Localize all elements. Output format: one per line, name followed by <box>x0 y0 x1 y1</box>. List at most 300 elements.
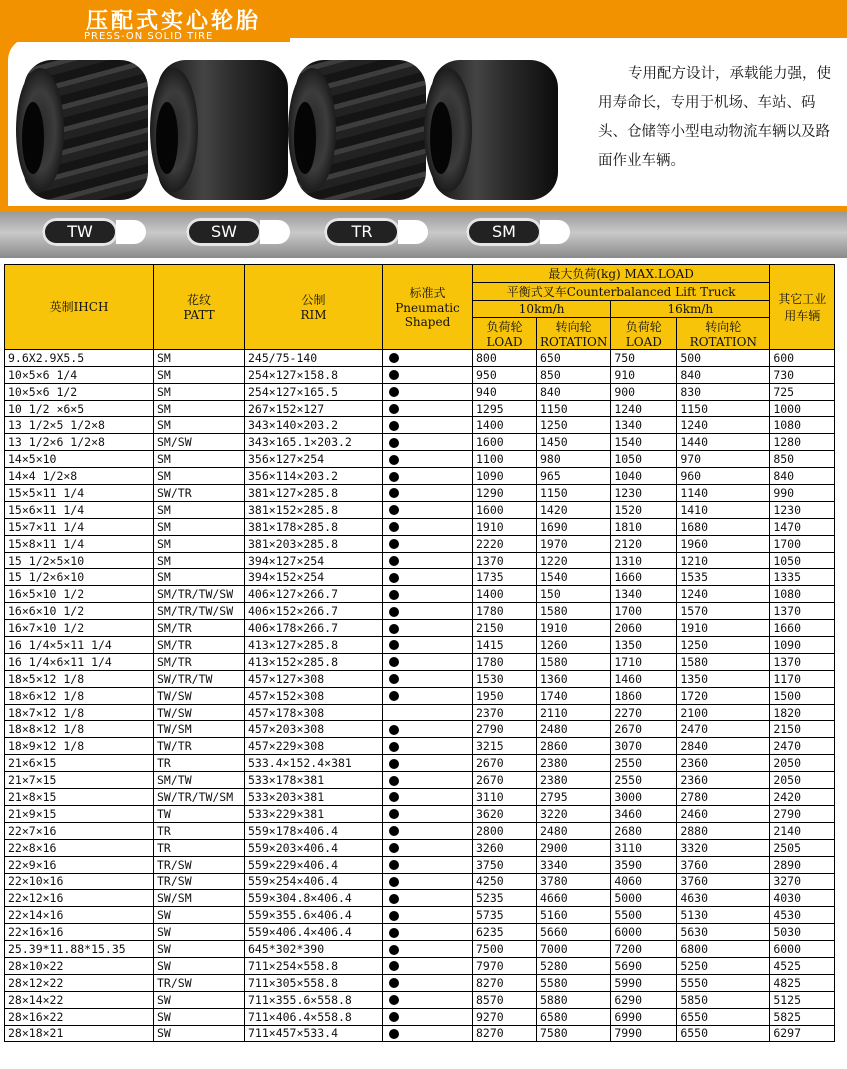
table-cell: 650 <box>537 349 611 366</box>
table-cell: 457×127×308 <box>245 670 383 687</box>
filled-dot-icon <box>389 640 399 650</box>
table-cell: 254×127×165.5 <box>245 383 383 400</box>
table-cell: 15×6×11 1/4 <box>5 501 154 518</box>
table-row <box>5 687 835 704</box>
tire-image-tr <box>296 60 426 200</box>
table-cell: 1530 <box>473 670 537 687</box>
table-cell: 1600 <box>473 501 537 518</box>
table-cell: 1810 <box>611 518 677 535</box>
table-cell: 28×12×22 <box>5 974 154 991</box>
col-header-load-10: 负荷轮 LOAD <box>473 317 537 349</box>
table-cell: 3070 <box>611 738 677 755</box>
table-cell: 1710 <box>611 653 677 670</box>
table-cell: 1660 <box>611 569 677 586</box>
table-cell: 2780 <box>677 789 770 806</box>
table-cell: 4060 <box>611 873 677 890</box>
table-cell: 15×8×11 1/4 <box>5 535 154 552</box>
table-cell: 980 <box>537 451 611 468</box>
table-cell: 5630 <box>677 924 770 941</box>
table-cell: 4660 <box>537 890 611 907</box>
table-cell: 406×178×266.7 <box>245 620 383 637</box>
table-cell: 457×178×308 <box>245 704 383 721</box>
table-cell: 6235 <box>473 924 537 941</box>
filled-dot-icon <box>389 978 399 988</box>
table-cell: 7970 <box>473 957 537 974</box>
table-cell: 2380 <box>537 772 611 789</box>
table-cell: 21×8×15 <box>5 789 154 806</box>
filled-dot-icon <box>389 995 399 1005</box>
table-cell: 800 <box>473 349 537 366</box>
table-cell: 559×355.6×406.4 <box>245 907 383 924</box>
table-cell: TW/TR <box>154 738 245 755</box>
table-cell: 1220 <box>537 552 611 569</box>
table-cell: 254×127×158.8 <box>245 366 383 383</box>
table-cell: 559×178×406.4 <box>245 822 383 839</box>
table-cell: 1400 <box>473 586 537 603</box>
table-cell: 850 <box>537 366 611 383</box>
table-cell: 1350 <box>611 637 677 654</box>
table-cell: 840 <box>770 468 835 485</box>
table-cell: SM <box>154 518 245 535</box>
table-cell: 413×152×285.8 <box>245 653 383 670</box>
filled-dot-icon <box>389 590 399 600</box>
table-cell: 1150 <box>677 400 770 417</box>
table-row <box>5 417 835 434</box>
table-cell: 3750 <box>473 856 537 873</box>
table-row <box>5 991 835 1008</box>
table-cell: 267×152×127 <box>245 400 383 417</box>
pneumatic-shaped-cell <box>383 839 473 856</box>
table-cell: 7000 <box>537 941 611 958</box>
table-cell: 381×152×285.8 <box>245 501 383 518</box>
table-cell: 3780 <box>537 873 611 890</box>
table-cell: 2840 <box>677 738 770 755</box>
table-cell: 1540 <box>611 434 677 451</box>
table-cell: 5735 <box>473 907 537 924</box>
filled-dot-icon <box>389 573 399 583</box>
pneumatic-shaped-cell <box>383 434 473 451</box>
table-cell: 4250 <box>473 873 537 890</box>
table-cell: SM <box>154 366 245 383</box>
table-cell: 2480 <box>537 822 611 839</box>
table-cell: 6000 <box>770 941 835 958</box>
table-cell: 6297 <box>770 1025 835 1042</box>
table-cell: 1570 <box>677 603 770 620</box>
table-cell: 22×7×16 <box>5 822 154 839</box>
table-cell: 22×14×16 <box>5 907 154 924</box>
table-cell: 6290 <box>611 991 677 1008</box>
filled-dot-icon <box>389 505 399 515</box>
table-cell: 28×14×22 <box>5 991 154 1008</box>
table-cell: TW/SW <box>154 687 245 704</box>
table-cell: TR/SW <box>154 873 245 890</box>
table-cell: 2505 <box>770 839 835 856</box>
table-cell: 457×152×308 <box>245 687 383 704</box>
table-row <box>5 603 835 620</box>
table-cell: 1050 <box>770 552 835 569</box>
table-cell: 2790 <box>473 721 537 738</box>
pneumatic-shaped-cell <box>383 637 473 654</box>
table-cell: 1540 <box>537 569 611 586</box>
table-cell: TW/SW <box>154 704 245 721</box>
table-cell: 1415 <box>473 637 537 654</box>
table-cell: 18×9×12 1/8 <box>5 738 154 755</box>
table-cell: TR/SW <box>154 856 245 873</box>
table-cell: 5130 <box>677 907 770 924</box>
pneumatic-shaped-cell <box>383 687 473 704</box>
table-cell: SM <box>154 400 245 417</box>
table-cell: 2550 <box>611 772 677 789</box>
table-row <box>5 755 835 772</box>
table-row <box>5 789 835 806</box>
table-cell: 3260 <box>473 839 537 856</box>
pneumatic-shaped-cell <box>383 468 473 485</box>
tab-sm[interactable] <box>466 218 542 246</box>
table-cell: 1910 <box>677 620 770 637</box>
filled-dot-icon <box>389 522 399 532</box>
table-cell: 1420 <box>537 501 611 518</box>
table-cell: 1090 <box>473 468 537 485</box>
table-cell: 18×5×12 1/8 <box>5 670 154 687</box>
pneumatic-shaped-cell <box>383 738 473 755</box>
col-header-standard: 标准式 Pneumatic Shaped <box>383 265 473 350</box>
table-cell: 1340 <box>611 586 677 603</box>
table-cell: 457×229×308 <box>245 738 383 755</box>
table-cell: 10 1/2 ×6×5 <box>5 400 154 417</box>
table-row <box>5 451 835 468</box>
pneumatic-shaped-cell <box>383 991 473 1008</box>
table-cell: 16×7×10 1/2 <box>5 620 154 637</box>
table-cell: 1580 <box>677 653 770 670</box>
table-cell: 2360 <box>677 755 770 772</box>
table-cell: 2120 <box>611 535 677 552</box>
table-cell: 1140 <box>677 485 770 502</box>
col-header-maxload: 最大负荷(kg) MAX.LOAD <box>473 265 770 283</box>
table-cell: 1290 <box>473 485 537 502</box>
col-header-load-16: 负荷轮 LOAD <box>611 317 677 349</box>
table-cell: 1535 <box>677 569 770 586</box>
table-cell: 2100 <box>677 704 770 721</box>
table-cell: 150 <box>537 586 611 603</box>
table-cell: 2790 <box>770 805 835 822</box>
table-cell: 559×229×406.4 <box>245 856 383 873</box>
tab-tw[interactable] <box>42 218 118 246</box>
table-cell: SW/TR/TW <box>154 670 245 687</box>
table-cell: 2150 <box>473 620 537 637</box>
table-cell: 2140 <box>770 822 835 839</box>
table-cell: 28×18×21 <box>5 1025 154 1042</box>
table-cell: 21×6×15 <box>5 755 154 772</box>
col-header-other: 其它工业用车辆 <box>770 265 835 350</box>
filled-dot-icon <box>389 928 399 938</box>
table-cell: 2060 <box>611 620 677 637</box>
pneumatic-shaped-cell <box>383 603 473 620</box>
table-cell: 2220 <box>473 535 537 552</box>
table-cell: SM/SW <box>154 434 245 451</box>
spec-table <box>4 264 835 1042</box>
table-cell: 950 <box>473 366 537 383</box>
tab-tr-label: TR <box>351 222 373 241</box>
table-cell: 8570 <box>473 991 537 1008</box>
filled-dot-icon <box>389 809 399 819</box>
table-cell: 990 <box>770 485 835 502</box>
table-cell: 2800 <box>473 822 537 839</box>
col-header-16kmh: 16km/h <box>611 301 770 318</box>
table-cell: 6550 <box>677 1025 770 1042</box>
table-row <box>5 941 835 958</box>
table-cell: 7500 <box>473 941 537 958</box>
table-cell: 3340 <box>537 856 611 873</box>
table-row <box>5 485 835 502</box>
pneumatic-shaped-cell <box>383 485 473 502</box>
tab-sw[interactable] <box>186 218 262 246</box>
table-cell: SM/TR/TW/SW <box>154 586 245 603</box>
table-cell: 645*302*390 <box>245 941 383 958</box>
page-title: 压配式实心轮胎 <box>86 9 262 34</box>
table-cell: 1080 <box>770 586 835 603</box>
table-cell: 5250 <box>677 957 770 974</box>
table-cell: 3590 <box>611 856 677 873</box>
table-cell: 1360 <box>537 670 611 687</box>
table-cell: 970 <box>677 451 770 468</box>
filled-dot-icon <box>389 488 399 498</box>
table-cell: SW <box>154 907 245 924</box>
table-cell: 3620 <box>473 805 537 822</box>
table-cell: 1000 <box>770 400 835 417</box>
pneumatic-shaped-cell <box>383 873 473 890</box>
table-cell: 2370 <box>473 704 537 721</box>
table-cell: TR <box>154 839 245 856</box>
table-cell: 25.39*11.88*15.35 <box>5 941 154 958</box>
table-cell: 13 1/2×6 1/2×8 <box>5 434 154 451</box>
table-cell: 9.6X2.9X5.5 <box>5 349 154 366</box>
table-cell: 1150 <box>537 485 611 502</box>
filled-dot-icon <box>389 657 399 667</box>
table-cell: 5125 <box>770 991 835 1008</box>
table-cell: SM <box>154 501 245 518</box>
table-cell: TR <box>154 755 245 772</box>
table-cell: TR <box>154 822 245 839</box>
table-row <box>5 907 835 924</box>
table-cell: 711×406.4×558.8 <box>245 1008 383 1025</box>
table-cell: 28×16×22 <box>5 1008 154 1025</box>
table-cell: 1240 <box>677 417 770 434</box>
filled-dot-icon <box>389 353 399 363</box>
table-cell: 6580 <box>537 1008 611 1025</box>
table-cell: 457×203×308 <box>245 721 383 738</box>
table-row <box>5 468 835 485</box>
table-cell: 2360 <box>677 772 770 789</box>
table-cell: SW/TR <box>154 485 245 502</box>
pneumatic-shaped-cell <box>383 653 473 670</box>
table-cell: 1400 <box>473 417 537 434</box>
table-cell: 559×203×406.4 <box>245 839 383 856</box>
filled-dot-icon <box>389 843 399 853</box>
table-cell: 21×9×15 <box>5 805 154 822</box>
table-cell: 3000 <box>611 789 677 806</box>
table-cell: 750 <box>611 349 677 366</box>
pneumatic-shaped-cell <box>383 569 473 586</box>
table-cell: 413×127×285.8 <box>245 637 383 654</box>
filled-dot-icon <box>389 759 399 769</box>
table-cell: TW/SM <box>154 721 245 738</box>
table-cell: 3760 <box>677 856 770 873</box>
table-cell: SM/TW <box>154 772 245 789</box>
pneumatic-shaped-cell <box>383 451 473 468</box>
filled-dot-icon <box>389 624 399 634</box>
table-cell: 406×152×266.7 <box>245 603 383 620</box>
pneumatic-shaped-cell <box>383 704 473 721</box>
table-row <box>5 383 835 400</box>
pneumatic-shaped-cell <box>383 383 473 400</box>
table-cell: 5500 <box>611 907 677 924</box>
table-cell: 2470 <box>677 721 770 738</box>
table-cell: 16×6×10 1/2 <box>5 603 154 620</box>
table-cell: 343×140×203.2 <box>245 417 383 434</box>
table-row <box>5 974 835 991</box>
table-cell: 1230 <box>611 485 677 502</box>
table-cell: 1690 <box>537 518 611 535</box>
table-cell: 16 1/4×5×11 1/4 <box>5 637 154 654</box>
table-cell: 1410 <box>677 501 770 518</box>
table-cell: 1240 <box>611 400 677 417</box>
filled-dot-icon <box>389 1029 399 1039</box>
table-cell: 1050 <box>611 451 677 468</box>
table-row <box>5 822 835 839</box>
table-cell: 2380 <box>537 755 611 772</box>
table-cell: 22×16×16 <box>5 924 154 941</box>
pneumatic-shaped-cell <box>383 974 473 991</box>
pneumatic-shaped-cell <box>383 417 473 434</box>
table-cell: 559×254×406.4 <box>245 873 383 890</box>
filled-dot-icon <box>389 792 399 802</box>
table-cell: 2670 <box>611 721 677 738</box>
filled-dot-icon <box>389 826 399 836</box>
table-cell: 6800 <box>677 941 770 958</box>
table-cell: SM <box>154 468 245 485</box>
table-cell: 2480 <box>537 721 611 738</box>
table-cell: SM <box>154 569 245 586</box>
table-cell: 711×254×558.8 <box>245 957 383 974</box>
table-cell: 22×8×16 <box>5 839 154 856</box>
table-cell: 960 <box>677 468 770 485</box>
table-cell: 2670 <box>473 772 537 789</box>
table-row <box>5 856 835 873</box>
tab-tr[interactable] <box>324 218 400 246</box>
pneumatic-shaped-cell <box>383 552 473 569</box>
table-cell: 7200 <box>611 941 677 958</box>
table-cell: 2860 <box>537 738 611 755</box>
table-cell: 6000 <box>611 924 677 941</box>
table-row <box>5 1025 835 1042</box>
table-cell: 2900 <box>537 839 611 856</box>
filled-dot-icon <box>389 742 399 752</box>
table-row <box>5 670 835 687</box>
table-cell: 559×406.4×406.4 <box>245 924 383 941</box>
table-cell: 533.4×152.4×381 <box>245 755 383 772</box>
filled-dot-icon <box>389 776 399 786</box>
table-cell: 1700 <box>611 603 677 620</box>
pneumatic-shaped-cell <box>383 957 473 974</box>
table-cell: 245/75-140 <box>245 349 383 366</box>
table-cell: 21×7×15 <box>5 772 154 789</box>
table-cell: 500 <box>677 349 770 366</box>
table-cell: 18×8×12 1/8 <box>5 721 154 738</box>
table-cell: 725 <box>770 383 835 400</box>
table-cell: 5880 <box>537 991 611 1008</box>
filled-dot-icon <box>389 894 399 904</box>
table-cell: 1820 <box>770 704 835 721</box>
filled-dot-icon <box>389 945 399 955</box>
table-row <box>5 839 835 856</box>
table-cell: SM/TR <box>154 620 245 637</box>
table-cell: 2150 <box>770 721 835 738</box>
page-subtitle: PRESS-ON SOLID TIRE <box>84 31 214 42</box>
table-cell: 15×5×11 1/4 <box>5 485 154 502</box>
table-cell: 16 1/4×6×11 1/4 <box>5 653 154 670</box>
table-cell: 6550 <box>677 1008 770 1025</box>
table-row <box>5 704 835 721</box>
table-row <box>5 890 835 907</box>
table-cell: 1860 <box>611 687 677 704</box>
table-cell: 1100 <box>473 451 537 468</box>
table-cell: 5690 <box>611 957 677 974</box>
pneumatic-shaped-cell <box>383 721 473 738</box>
tire-image-tw <box>24 60 148 200</box>
table-cell: 18×7×12 1/8 <box>5 704 154 721</box>
table-cell: 9270 <box>473 1008 537 1025</box>
table-row <box>5 637 835 654</box>
table-cell: 22×9×16 <box>5 856 154 873</box>
table-cell: 8270 <box>473 1025 537 1042</box>
table-cell: 394×127×254 <box>245 552 383 569</box>
table-row <box>5 552 835 569</box>
filled-dot-icon <box>389 539 399 549</box>
table-row <box>5 366 835 383</box>
table-cell: SW/TR/TW/SM <box>154 789 245 806</box>
table-cell: 4825 <box>770 974 835 991</box>
table-cell: 4530 <box>770 907 835 924</box>
tab-sw-label: SW <box>211 222 237 241</box>
pneumatic-shaped-cell <box>383 366 473 383</box>
table-cell: SW/SM <box>154 890 245 907</box>
table-cell: 1260 <box>537 637 611 654</box>
table-cell: SM <box>154 383 245 400</box>
table-row <box>5 772 835 789</box>
pneumatic-shaped-cell <box>383 1008 473 1025</box>
table-cell: 3110 <box>611 839 677 856</box>
table-cell: 14×4 1/2×8 <box>5 468 154 485</box>
table-cell: 10×5×6 1/4 <box>5 366 154 383</box>
table-cell: SW <box>154 924 245 941</box>
table-cell: 6990 <box>611 1008 677 1025</box>
table-cell: 1460 <box>611 670 677 687</box>
table-cell: 711×305×558.8 <box>245 974 383 991</box>
table-cell: 18×6×12 1/8 <box>5 687 154 704</box>
filled-dot-icon <box>389 911 399 921</box>
table-cell: 1680 <box>677 518 770 535</box>
col-header-rotation-10: 转向轮 ROTATION <box>537 317 611 349</box>
pneumatic-shaped-cell <box>383 822 473 839</box>
table-cell: 2550 <box>611 755 677 772</box>
table-row <box>5 586 835 603</box>
table-cell: 394×152×254 <box>245 569 383 586</box>
table-cell: 1250 <box>537 417 611 434</box>
table-cell: SM/TR <box>154 637 245 654</box>
table-cell: 1280 <box>770 434 835 451</box>
filled-dot-icon <box>389 725 399 735</box>
pneumatic-shaped-cell <box>383 856 473 873</box>
